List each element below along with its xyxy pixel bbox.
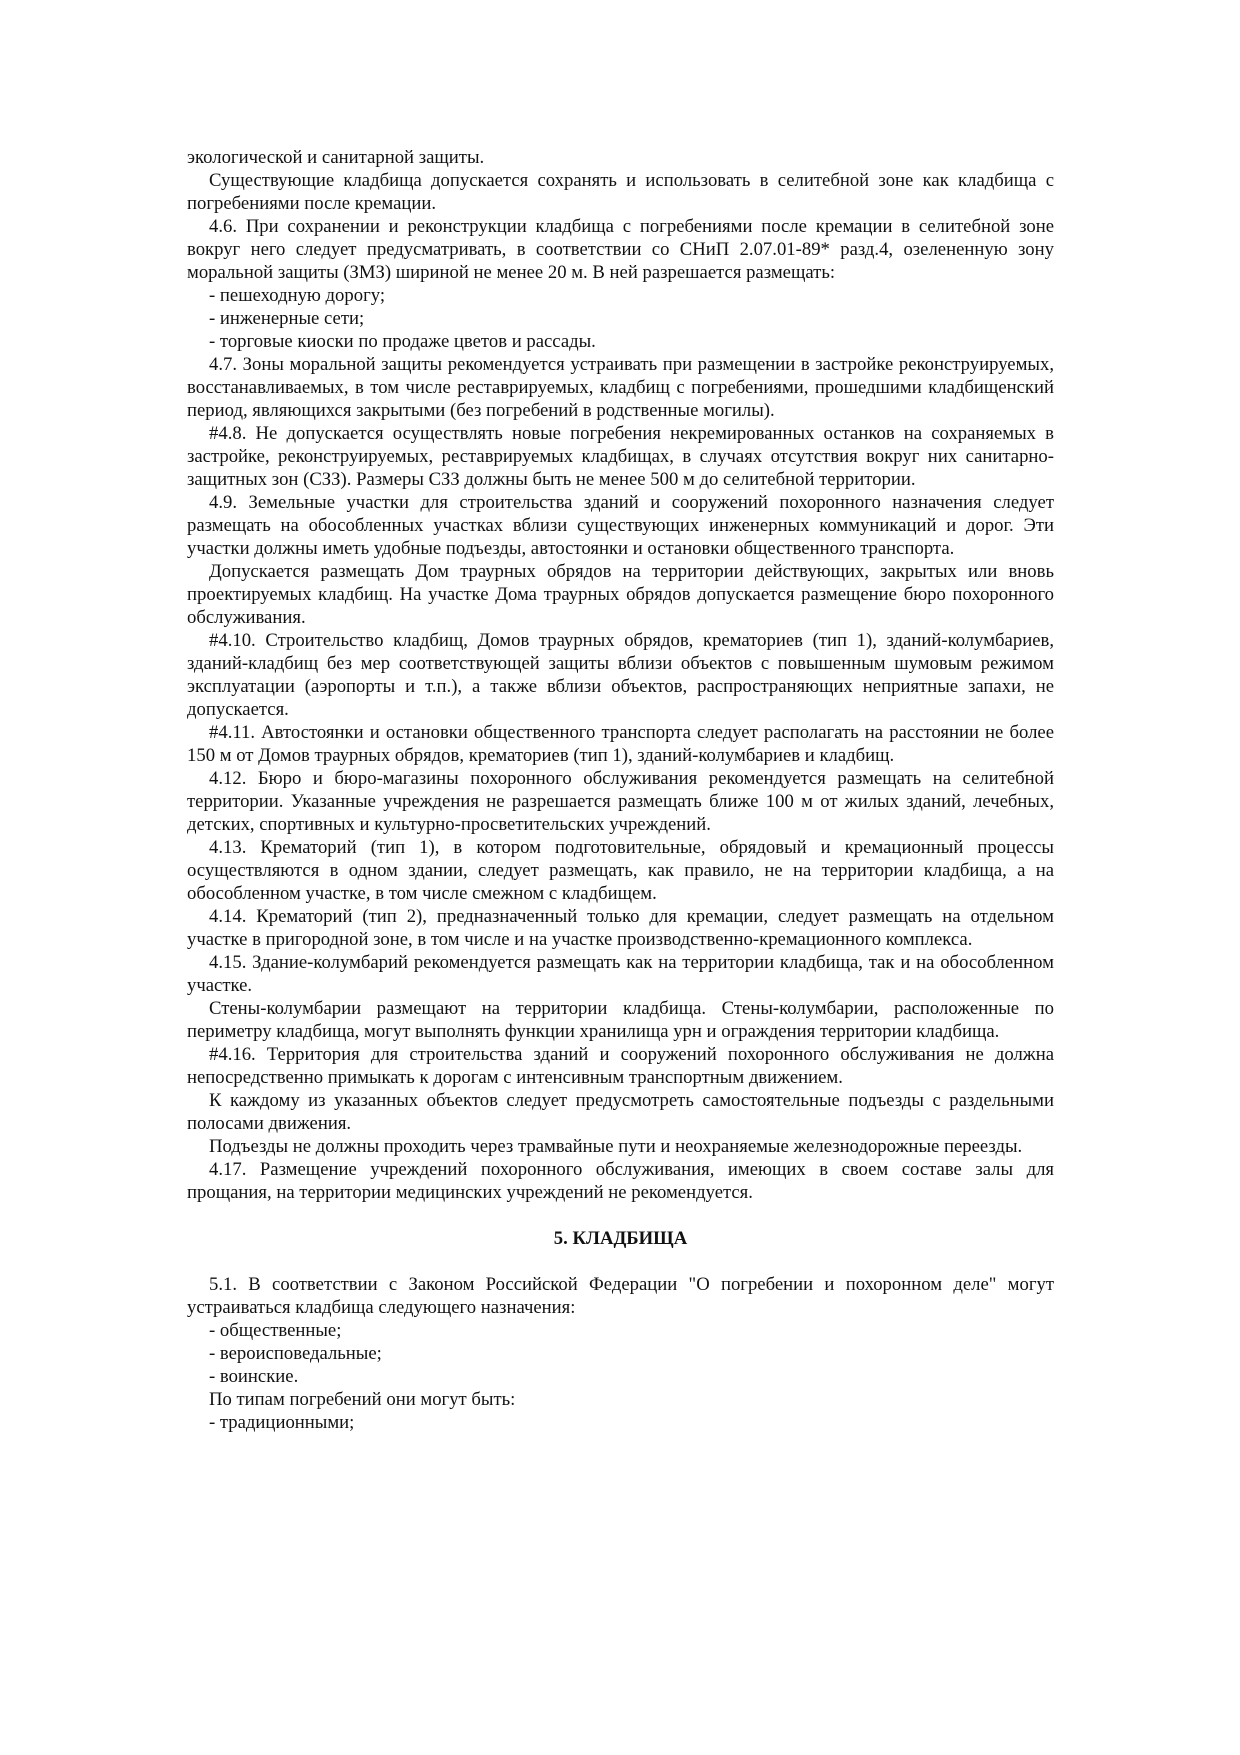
paragraph: По типам погребений они могут быть:: [209, 1389, 516, 1410]
paragraph: Существующие кладбища допускается сохранять и использовать в селитебной зоне как кладбища с погребениями после кремации.: [187, 170, 1054, 214]
paragraph: - традиционными;: [209, 1412, 355, 1433]
section-4-text: [187, 146, 1054, 1204]
paragraph: 4.6. При сохранении и реконструкции кладбища с погребениями после кремации в селитебной зоне вокруг него следует предусматривать, в соответствии со СНиП 2.07.01-89* разд.4, озелененную зону моральной защиты (ЗМЗ) шириной не менее 20 м. В ней разрешается размещать:: [187, 216, 1054, 283]
paragraph: #4.16. Территория для строительства зданий и сооружений похоронного обслуживания не должна непосредственно примыкать к дорогам с интенсивным транспортным движением.: [187, 1044, 1054, 1088]
paragraph: #4.11. Автостоянки и остановки общественного транспорта следует располагать на расстоянии не более 150 м от Домов траурных обрядов, крематориев (тип 1), зданий-колумбариев и кладбищ.: [187, 722, 1054, 766]
paragraph: #4.10. Строительство кладбищ, Домов траурных обрядов, крематориев (тип 1), зданий-колумбариев, зданий-кладбищ без мер соответствующей защиты вблизи объектов с повышенным шумовым режимом эксплуатации (аэропорты и т.п.), а также вблизи объектов, распространяющих неприятные запахи, не допускается.: [187, 630, 1054, 720]
paragraph: 4.7. Зоны моральной защиты рекомендуется устраивать при размещении в застройке реконструируемых, восстанавливаемых, в том числе реставрируемых, кладбищ с погребениями, прошедшими кладбищенский период, являющихся закрытыми (без погребений в родственные могилы).: [187, 354, 1054, 421]
paragraph: 4.9. Земельные участки для строительства зданий и сооружений похоронного назначения следует размещать на обособленных участках вблизи существующих инженерных коммуникаций и дорог. Эти участки должны иметь удобные подъезды, автостоянки и остановки общественного транспорта.: [187, 492, 1054, 559]
paragraph: Допускается размещать Дом траурных обрядов на территории действующих, закрытых или вновь проектируемых кладбищ. На участке Дома траурных обрядов допускается размещение бюро похоронного обслуживания.: [187, 561, 1054, 628]
paragraph: 4.12. Бюро и бюро-магазины похоронного обслуживания рекомендуется размещать на селитебной территории. Указанные учреждения не разрешается размещать ближе 100 м от жилых зданий, лечебных, детских, спортивных и культурно-просветительских учреждений.: [187, 768, 1054, 835]
paragraph: - инженерные сети;: [209, 308, 365, 329]
paragraph: - вероисповедальные;: [209, 1343, 382, 1364]
paragraph: К каждому из указанных объектов следует предусмотреть самостоятельные подъезды с раздельными полосами движения.: [187, 1090, 1054, 1134]
paragraph: #4.8. Не допускается осуществлять новые погребения некремированных останков на сохраняемых в застройке, реконструируемых, реставрируемых кладбищах, в случаях отсутствия вокруг них санитарно-защитных зон (СЗЗ). Размеры СЗЗ должны быть не менее 500 м до селитебной территории.: [187, 423, 1054, 490]
paragraph: 5.1. В соответствии с Законом Российской Федерации "О погребении и похоронном деле" могут устраиваться кладбища следующего назначения:: [187, 1274, 1054, 1318]
document-page: [187, 146, 1054, 1434]
paragraph: - общественные;: [209, 1320, 342, 1341]
paragraph: - пешеходную дорогу;: [209, 285, 386, 306]
paragraph: - торговые киоски по продаже цветов и рассады.: [209, 331, 596, 352]
paragraph: 4.14. Крематорий (тип 2), предназначенный только для кремации, следует размещать на отдельном участке в пригородной зоне, в том числе и на участке производственно-кремационного комплекса.: [187, 906, 1054, 950]
paragraph: 4.17. Размещение учреждений похоронного обслуживания, имеющих в своем составе залы для прощания, на территории медицинских учреждений не рекомендуется.: [187, 1159, 1054, 1203]
section-heading: 5. КЛАДБИЩА: [553, 1228, 688, 1249]
section-5-text: [187, 1273, 1054, 1434]
paragraph: 4.13. Крематорий (тип 1), в котором подготовительные, обрядовый и кремационный процессы осуществляются в одном здании, следует размещать, как правило, не на территории кладбища, а на обособленном участке, в том числе смежном с кладбищем.: [187, 837, 1054, 904]
paragraph: Стены-колумбарии размещают на территории кладбища. Стены-колумбарии, расположенные по периметру кладбища, могут выполнять функции хранилища урн и ограждения территории кладбища.: [187, 998, 1054, 1042]
paragraph: Подъезды не должны проходить через трамвайные пути и неохраняемые железнодорожные переезды.: [209, 1136, 1023, 1157]
paragraph: 4.15. Здание-колумбарий рекомендуется размещать как на территории кладбища, так и на обособленном участке.: [187, 952, 1054, 996]
paragraph: экологической и санитарной защиты.: [187, 147, 485, 168]
paragraph: - воинские.: [209, 1366, 299, 1387]
